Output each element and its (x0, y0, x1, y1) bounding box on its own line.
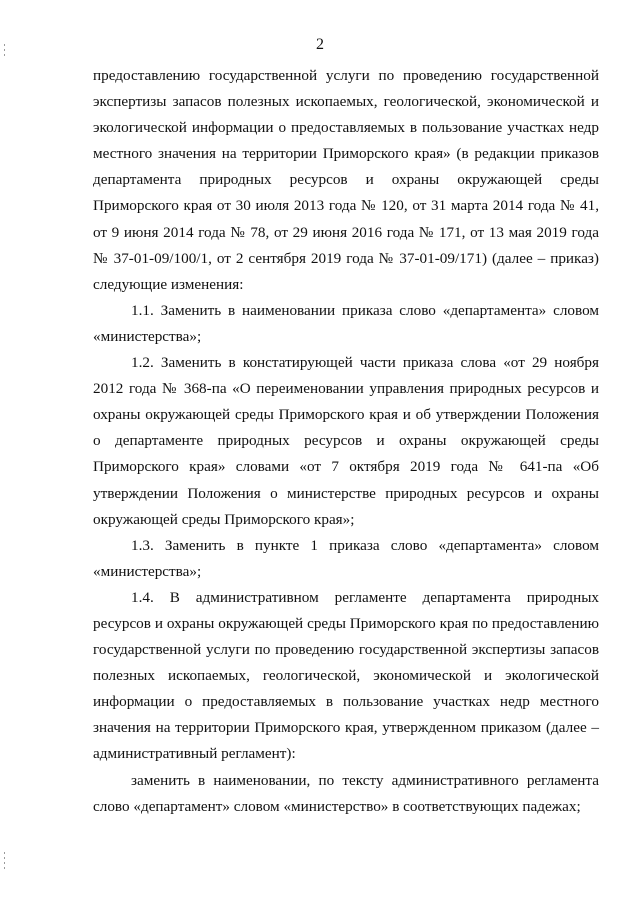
paragraph-item-1-2: 1.2. Заменить в констатирующей части приказа слова «от 29 ноября 2012 года № 368-па «О переименовании управления природных ресурсов и охраны окружающей среды Приморского края и об утверждении Положения о департаменте природных ресурсов и охраны окружающей среды Приморского края» словами «от 7 октября 2019 года № 641-па «Об утверждении Положения о министерстве природных ресурсов и охраны окружающей среды Приморского края»; (93, 354, 599, 528)
paragraph-item-1-4: 1.4. В административном регламенте департамента природных ресурсов и охраны окружающей среды Приморского края по предоставлению государственной услуги по проведению государственной экспертизы запасов полезных ископаемых, геологической, экономической и экологической информации о предоставляемых в пользование участках недр местного значения на территории Приморского края, утвержденном приказом (далее – административный регламент): (93, 588, 599, 763)
scan-edge-mark (4, 852, 5, 872)
paragraph-intro: предоставлению государственной услуги по проведению государственной экспертизы запасов полезных ископаемых, геологической, экономической и экологической информации о предоставляемых в пользование участках недр местного значения на территории Приморского края» (в редакции приказов департамента природных ресурсов и охраны окружающей среды Приморского края от 30 июля 2013 года № 120, от 31 марта 2014 года № 41, от 9 июня 2014 года № 78, от 29 июня 2016 года № 171, от 13 мая 2019 года № 37-01-09/100/1, от 2 сентября 2019 года № 37-01-09/171) (далее – приказ) следующие изменения: (93, 67, 599, 293)
paragraph-item-1-1: 1.1. Заменить в наименовании приказа слово «департамента» словом «министерства»; (93, 301, 599, 345)
page-number: 2 (316, 36, 324, 53)
paragraph-item-1-3: 1.3. Заменить в пункте 1 приказа слово «департамента» словом «министерства»; (93, 536, 599, 580)
document-body (93, 63, 599, 820)
paragraph-item-1-4-sub: заменить в наименовании, по тексту административного регламента слово «департамент» словом «министерство» в соответствующих падежах; (93, 771, 599, 815)
